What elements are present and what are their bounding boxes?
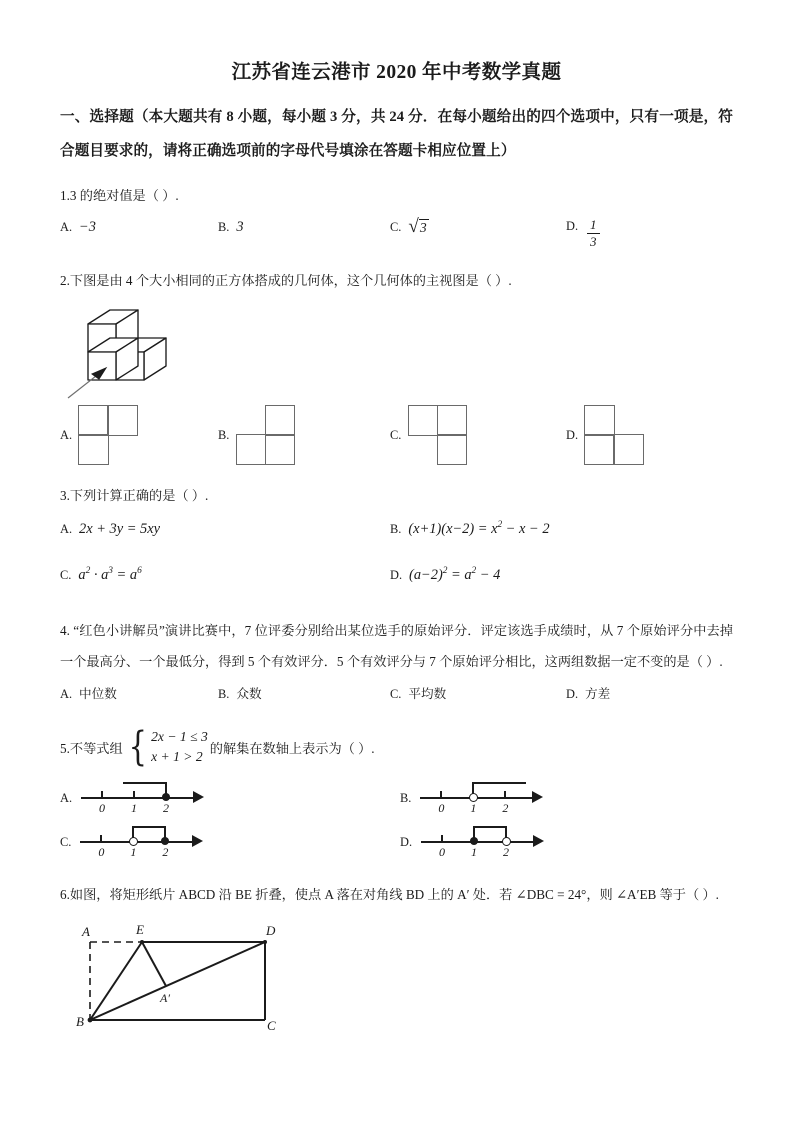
label-B: B: [76, 1014, 84, 1029]
option-label: A.: [60, 220, 73, 234]
inequality-system: [125, 724, 208, 770]
question-4-option-d[interactable]: [566, 683, 610, 702]
option-shape-d: [585, 406, 643, 464]
tick-2: [504, 791, 506, 798]
question-2-option-b[interactable]: [218, 406, 390, 464]
solution-bar: [472, 782, 526, 784]
axis-line: [80, 841, 196, 843]
axis-line: [421, 841, 537, 843]
question-3-stem: 3.下列计算正确的是（ ）.: [60, 488, 209, 503]
option-label: C.: [390, 687, 402, 701]
endpoint-filled-1: [470, 837, 478, 845]
vertex-dot-B: [88, 1018, 93, 1023]
tick-label-2: 2: [163, 801, 170, 815]
option-value: $a^2 \cdot a^3 = a^6$: [78, 566, 142, 583]
option-label: D.: [566, 687, 579, 701]
fraction-denominator: 3: [587, 233, 600, 249]
option-value: 3: [236, 219, 244, 235]
label-C: C: [267, 1018, 276, 1033]
option-shape-c: [408, 406, 466, 464]
option-label: C.: [60, 568, 72, 582]
grid-cell: [408, 405, 438, 435]
question-5-option-b[interactable]: [400, 777, 550, 817]
option-value: $(a-2)^2 = a^2 - 4$: [409, 566, 501, 583]
question-1-option-c[interactable]: [390, 216, 566, 237]
question-3-option-d[interactable]: [390, 567, 500, 584]
tick-label-0: 0: [98, 845, 105, 859]
endpoint-filled-2: [161, 837, 169, 845]
option-value: 中位数: [79, 687, 117, 701]
grid-cell: [265, 405, 295, 435]
numberline-c: [78, 821, 210, 861]
grid-cell: [437, 405, 467, 435]
option-value: 众数: [236, 687, 262, 701]
grid-cell: [584, 405, 614, 435]
question-6: [60, 879, 733, 1038]
question-4-option-b[interactable]: [218, 683, 390, 702]
question-2-stem: 2.下图是由 4 个大小相同的正方体搭成的几何体，这个几何体的主视图是（ ）.: [60, 273, 512, 288]
grid-cell: [78, 405, 108, 435]
question-3-option-c[interactable]: [60, 567, 390, 584]
section-intro: 一、选择题（本大题共有 8 小题，每小题 3 分，共 24 分．在每小题给出的四个选项中，只有一项是，符合题目要求的，请将正确选项前的字母代号填涂在答题卡相应位置上）: [60, 109, 733, 159]
question-1-option-a[interactable]: [60, 219, 218, 236]
axis-arrow-icon: [533, 835, 544, 847]
question-2-figure: [60, 302, 733, 402]
question-5-option-c[interactable]: [60, 821, 400, 861]
option-label: C.: [390, 427, 402, 442]
question-5-stem-prefix: 5.不等式组: [60, 741, 123, 756]
option-label: B.: [218, 220, 230, 234]
grid-cell-empty: [613, 405, 643, 435]
axis-line: [420, 797, 536, 799]
grid-cell: [584, 434, 614, 464]
fraction-numerator: 1: [590, 217, 597, 232]
option-value-fraction: [587, 218, 600, 249]
left-brace-icon: {: [128, 724, 147, 770]
question-2: [60, 265, 733, 466]
four-cubes-isometric-icon: [60, 302, 235, 402]
option-value: 方差: [585, 687, 611, 701]
question-2-option-d[interactable]: [566, 406, 643, 464]
question-4-option-a[interactable]: [60, 683, 218, 702]
label-E: E: [136, 922, 144, 937]
page-title: 江苏省连云港市 2020 年中考数学真题: [231, 62, 562, 83]
tick-label-1: 1: [471, 845, 478, 859]
axis-arrow-icon: [193, 791, 204, 803]
question-3-option-a[interactable]: [60, 521, 390, 538]
tick-label-2: 2: [502, 801, 509, 815]
tick-0: [441, 835, 443, 842]
question-6-figure: [60, 920, 733, 1038]
question-2-option-c[interactable]: [390, 406, 566, 464]
radical-sign: √: [408, 216, 419, 237]
question-5-options-row-1: [60, 777, 733, 817]
option-value: $(x+1)(x-2) = x^2 - x - 2$: [408, 520, 550, 537]
numberline-d: [419, 821, 551, 861]
view-direction-arrow-icon: [68, 376, 96, 398]
label-A: A: [82, 924, 90, 939]
numberline-b: [418, 777, 550, 817]
option-label: D.: [390, 568, 403, 582]
tick-label-1: 1: [131, 801, 138, 815]
grid-cell: [613, 434, 643, 464]
tick-label-2: 2: [162, 845, 169, 859]
question-3: [60, 480, 733, 603]
grid-cell-empty: [107, 434, 137, 464]
solution-bar: [132, 826, 165, 828]
option-value: 2x + 3y = 5xy: [79, 521, 161, 537]
solution-bar: [123, 782, 166, 784]
option-label: B.: [218, 687, 230, 701]
question-4: [60, 615, 733, 713]
endpoint-open-1: [129, 837, 138, 846]
question-5-stem: [60, 724, 733, 770]
option-label: A.: [60, 522, 73, 536]
question-3-options-row-1: [60, 521, 733, 559]
segment-EAprime: [142, 942, 166, 986]
question-4-options: [60, 683, 733, 713]
tick-0: [440, 791, 442, 798]
tick-label-0: 0: [99, 801, 106, 815]
grid-cell: [437, 434, 467, 464]
inequality-2: x + 1 > 2: [151, 749, 203, 764]
tick-label-1: 1: [470, 801, 477, 815]
option-label: B.: [218, 427, 230, 442]
option-label: D.: [400, 835, 413, 849]
grid-cell: [107, 405, 137, 435]
tick-0: [101, 791, 103, 798]
question-5-option-d[interactable]: [400, 821, 551, 861]
option-value-sqrt: [408, 216, 428, 237]
question-6-stem: 6.如图，将矩形纸片 ABCD 沿 BE 折叠，使点 A 落在对角线 BD 上的 A′ 处．若 ∠DBC = 24°，则 ∠A′EB 等于（ ）.: [60, 887, 719, 902]
tick-label-0: 0: [439, 845, 446, 859]
grid-cell-empty: [236, 405, 266, 435]
option-label: C.: [390, 220, 402, 234]
axis-arrow-icon: [192, 835, 203, 847]
radicand: 3: [419, 220, 427, 235]
option-label: C.: [60, 835, 72, 849]
tick-label-1: 1: [130, 845, 137, 859]
option-label: D.: [566, 219, 579, 233]
axis-arrow-icon: [532, 791, 543, 803]
label-D: D: [266, 923, 276, 938]
option-value: −3: [79, 219, 96, 235]
question-4-stem: 4. “红色小讲解员”演讲比赛中，7 位评委分别给出某位选手的原始评分．评定该选手成绩时，从 7 个原始评分中去掉一个最高分、一个最低分，得到 5 个有效评分．5 个有效评分与 7 个原始评分相比，这两组数据一定不变的是（ ）.: [60, 623, 733, 669]
question-1-option-d[interactable]: [566, 219, 602, 250]
numberline-a: [79, 777, 211, 817]
question-5-option-a[interactable]: [60, 777, 400, 817]
question-1-option-b[interactable]: [218, 219, 390, 236]
question-2-option-a[interactable]: [60, 406, 218, 464]
option-label: D.: [566, 427, 579, 442]
option-label: A.: [60, 427, 73, 442]
grid-cell: [265, 434, 295, 464]
question-5-options-row-2: [60, 821, 733, 861]
vertex-dot-E: [140, 940, 144, 944]
endpoint-filled-2: [162, 793, 170, 801]
axis-line: [81, 797, 197, 799]
label-A-prime: A′: [160, 991, 170, 1005]
tick-label-0: 0: [438, 801, 445, 815]
question-2-options: [60, 404, 733, 466]
question-3-option-b[interactable]: [390, 521, 550, 538]
question-5-stem-suffix: 的解集在数轴上表示为（ ）.: [209, 741, 375, 756]
rectangle-fold-diagram-icon: [60, 920, 310, 1038]
option-label: A.: [60, 687, 73, 701]
question-1-options: [60, 216, 733, 253]
question-1: [60, 180, 733, 253]
option-label: B.: [390, 522, 402, 536]
tick-label-2: 2: [503, 845, 510, 859]
tick-0: [100, 835, 102, 842]
solution-bar: [473, 826, 506, 828]
question-4-option-c[interactable]: [390, 683, 566, 702]
option-label: A.: [60, 791, 73, 805]
inequality-1: 2x − 1 ≤ 3: [151, 729, 208, 744]
option-shape-b: [236, 406, 294, 464]
option-label: B.: [400, 791, 412, 805]
endpoint-open-2: [502, 837, 511, 846]
question-1-stem: 1.3 的绝对值是（ ）.: [60, 188, 179, 203]
tick-1: [133, 791, 135, 798]
endpoint-open-1: [469, 793, 478, 802]
option-value: 平均数: [408, 687, 447, 701]
question-3-options-row-2: [60, 567, 733, 603]
grid-cell: [78, 434, 108, 464]
grid-cell: [236, 434, 266, 464]
option-shape-a: [79, 406, 137, 464]
vertex-dot-D: [263, 940, 267, 944]
grid-cell-empty: [408, 434, 438, 464]
question-5: [60, 724, 733, 861]
